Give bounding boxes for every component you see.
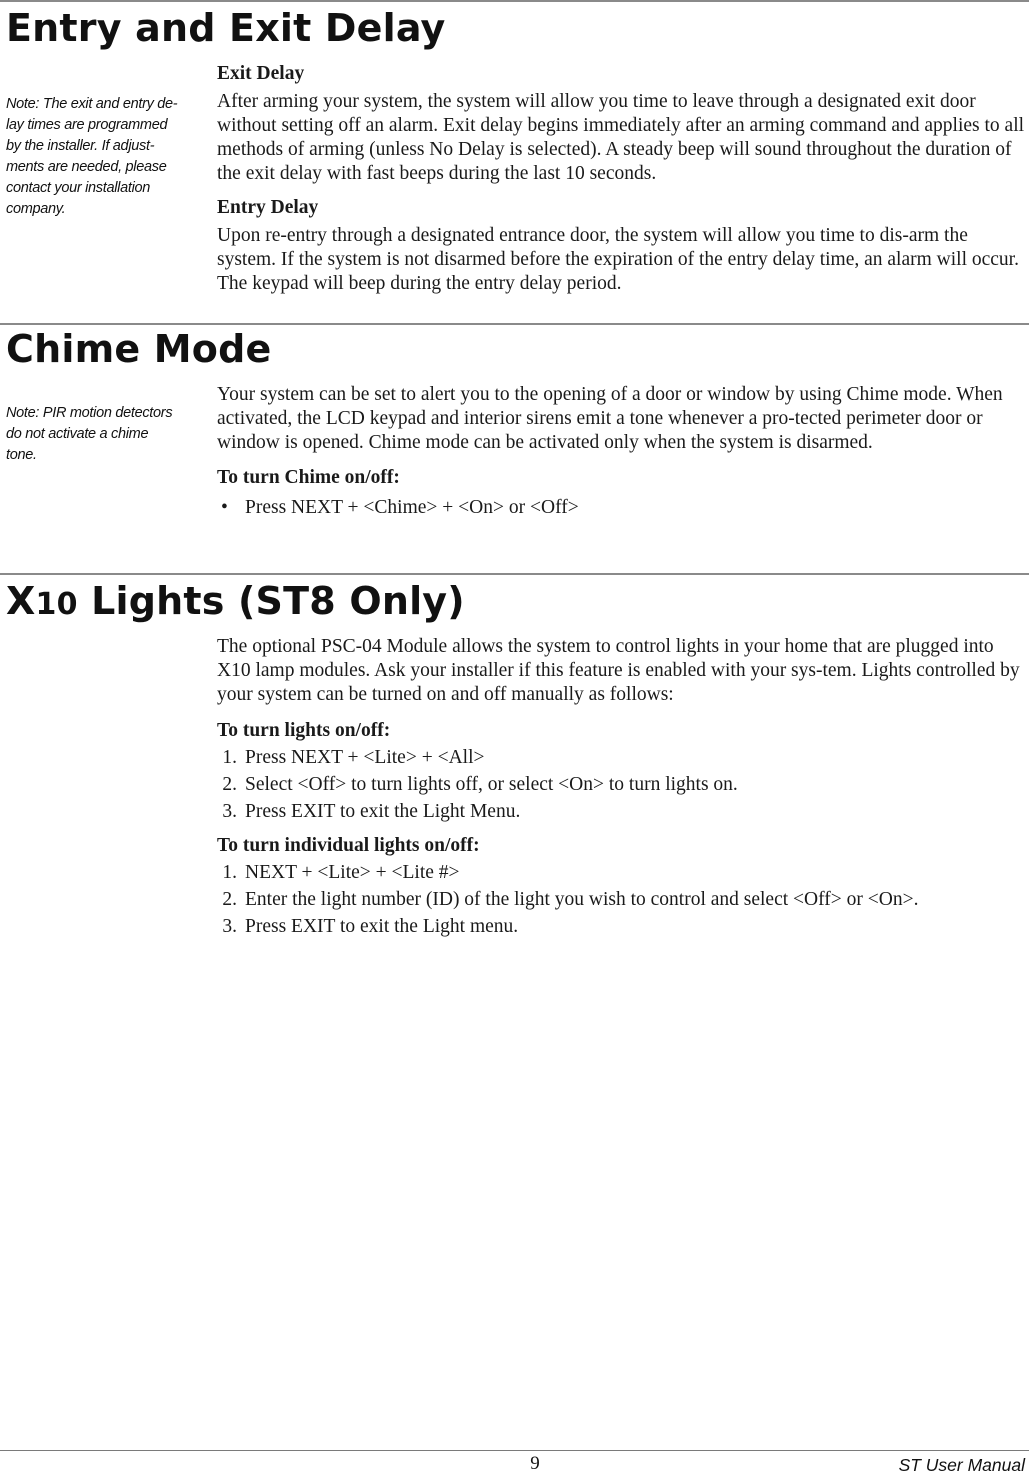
step-text: Press NEXT + <Chime> + <On> or <Off>: [245, 497, 579, 518]
step-text: Press EXIT to exit the Light Menu.: [245, 801, 521, 822]
list-item: [217, 798, 1029, 825]
chime-body: [217, 383, 1029, 521]
note-entry-exit-delay: Note: The exit and entry de-lay times are programmed by the installer. If adjust-ments are needed, please contact your installation company.: [6, 96, 178, 217]
step-text: Select <Off> to turn lights off, or select <On> to turn lights on.: [245, 774, 738, 795]
heading-chime-mode: Chime Mode: [6, 327, 272, 371]
heading-x10-digits: 10: [35, 587, 78, 622]
page-number: 9: [530, 1453, 540, 1474]
note-chime-mode: Note: PIR motion detectors do not activate a chime tone.: [6, 405, 173, 463]
lights-steps-list: [217, 744, 1029, 825]
subheading-entry-delay: Entry Delay: [217, 197, 319, 218]
step-number: 3.: [222, 801, 237, 822]
step-number: 1.: [222, 747, 237, 768]
paragraph-entry-delay: Upon re-entry through a designated entrance door, the system will allow you time to dis-arm the system. If the system is not disarmed before the expiration of the entry delay time, an alarm will occur. The keypad will beep during the entry delay period.: [217, 225, 1019, 294]
step-number: 2.: [222, 774, 237, 795]
step-text: NEXT + <Lite> + <Lite #>: [245, 862, 460, 883]
x10-body: [217, 635, 1029, 940]
heading-entry-exit-delay: Entry and Exit Delay: [6, 6, 446, 50]
list-item: [217, 859, 1029, 886]
step-number: 2.: [222, 889, 237, 910]
list-item: [217, 913, 1029, 940]
heading-x10-prefix: X: [6, 579, 36, 623]
bullet-marker: •: [221, 497, 228, 518]
section-divider-entry-exit: [0, 0, 1029, 2]
manual-title: ST User Manual: [898, 1455, 1025, 1475]
list-item: [217, 771, 1029, 798]
chime-steps-list: [217, 494, 1029, 521]
step-text: Press NEXT + <Lite> + <All>: [245, 747, 485, 768]
list-item: [217, 886, 1029, 913]
footer-divider: [0, 1450, 1029, 1451]
entry-exit-body: [217, 62, 1029, 296]
subheading-exit-delay: Exit Delay: [217, 63, 305, 84]
paragraph-exit-delay: After arming your system, the system will allow you time to leave through a designated exit door without setting off an alarm. Exit delay begins immediately after an arming command and applies to all methods of arming (unless No Delay is selected). A steady beep will sound throughout the duration of the exit delay with fast beeps during the last 10 seconds.: [217, 91, 1025, 184]
section-divider-chime: [0, 323, 1029, 325]
subheading-lights-on-off: To turn lights on/off:: [217, 720, 391, 741]
step-number: 3.: [222, 916, 237, 937]
list-item: [217, 744, 1029, 771]
step-text: Press EXIT to exit the Light menu.: [245, 916, 519, 937]
paragraph-chime-mode: Your system can be set to alert you to the opening of a door or window by using Chime mode. When activated, the LCD keypad and interior sirens emit a tone whenever a pro-tected perimeter door or window is opened. Chime mode can be activated only when the system is disarmed.: [217, 384, 1003, 453]
section-divider-x10: [0, 573, 1029, 575]
heading-x10-lights: [6, 578, 465, 628]
individual-lights-steps-list: [217, 859, 1029, 940]
subheading-chime-howto: To turn Chime on/off:: [217, 467, 400, 488]
step-text: Enter the light number (ID) of the light you wish to control and select <Off> or <On>.: [245, 889, 919, 910]
paragraph-x10-lights: The optional PSC-04 Module allows the system to control lights in your home that are plugged into X10 lamp modules. Ask your installer if this feature is enabled with your sys-tem. Lights controlled by your system can be turned on and off manually as follows:: [217, 636, 1020, 705]
step-number: 1.: [222, 862, 237, 883]
list-item: [217, 494, 1029, 521]
subheading-individual-lights: To turn individual lights on/off:: [217, 835, 480, 856]
heading-x10-suffix: Lights (ST8 Only): [77, 579, 465, 623]
